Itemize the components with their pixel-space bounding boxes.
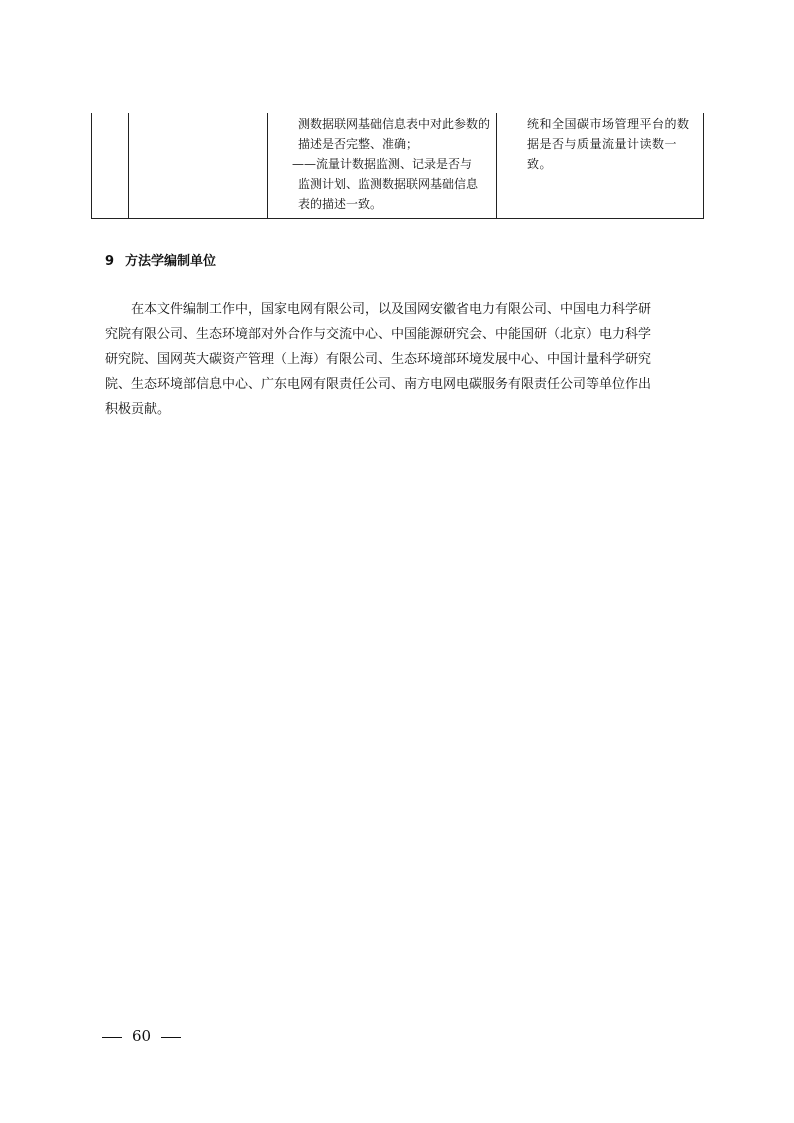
table-cell-text-line: 致。 bbox=[527, 157, 553, 171]
section-title: 方法学编制单位 bbox=[125, 254, 217, 269]
section-heading bbox=[105, 252, 216, 272]
footer-dash-left bbox=[102, 1037, 122, 1038]
table-cell-item bbox=[129, 113, 268, 219]
table-cell-text-line: 监测计划、监测数据联网基础信息 bbox=[298, 177, 479, 191]
table-cell-text-line: 描述是否完整、准确； bbox=[298, 137, 419, 151]
section-body-paragraph bbox=[105, 297, 695, 422]
footer-dash-right bbox=[161, 1037, 181, 1038]
paragraph-line: 在本文件编制工作中，国家电网有限公司，以及国网安徽省电力有限公司、中国电力科学研 bbox=[131, 302, 652, 317]
continuation-table-wrap bbox=[91, 113, 703, 219]
page-footer bbox=[102, 1026, 181, 1046]
page-number: 60 bbox=[132, 1027, 152, 1045]
table-cell-text-line: ——流量计数据监测、记录是否与 bbox=[292, 157, 473, 171]
table-cell-text-line: 据是否与质量流量计读数一 bbox=[527, 137, 678, 151]
section-number: 9 bbox=[105, 254, 115, 269]
paragraph-line: 究院有限公司、生态环境部对外合作与交流中心、中国能源研究会、中能国研（北京）电力科学 bbox=[105, 327, 652, 342]
table-cell-check bbox=[497, 113, 704, 219]
paragraph-line: 研究院、国网英大碳资产管理（上海）有限公司、生态环境部环境发展中心、中国计量科学研究 bbox=[105, 352, 652, 367]
paragraph-line: 积极贡献。 bbox=[105, 402, 171, 417]
continuation-table bbox=[91, 113, 704, 219]
table-cell-text-line: 统和全国碳市场管理平台的数 bbox=[527, 117, 690, 131]
table-row bbox=[92, 113, 704, 219]
table-cell-text-line: 测数据联网基础信息表中对此参数的 bbox=[298, 117, 491, 131]
paragraph-line: 院、生态环境部信息中心、广东电网有限责任公司、南方电网电碳服务有限责任公司等单位作出 bbox=[105, 377, 652, 392]
table-cell-method bbox=[268, 113, 497, 219]
table-cell-text-line: 表的描述一致。 bbox=[298, 197, 383, 211]
table-cell-index bbox=[92, 113, 129, 219]
